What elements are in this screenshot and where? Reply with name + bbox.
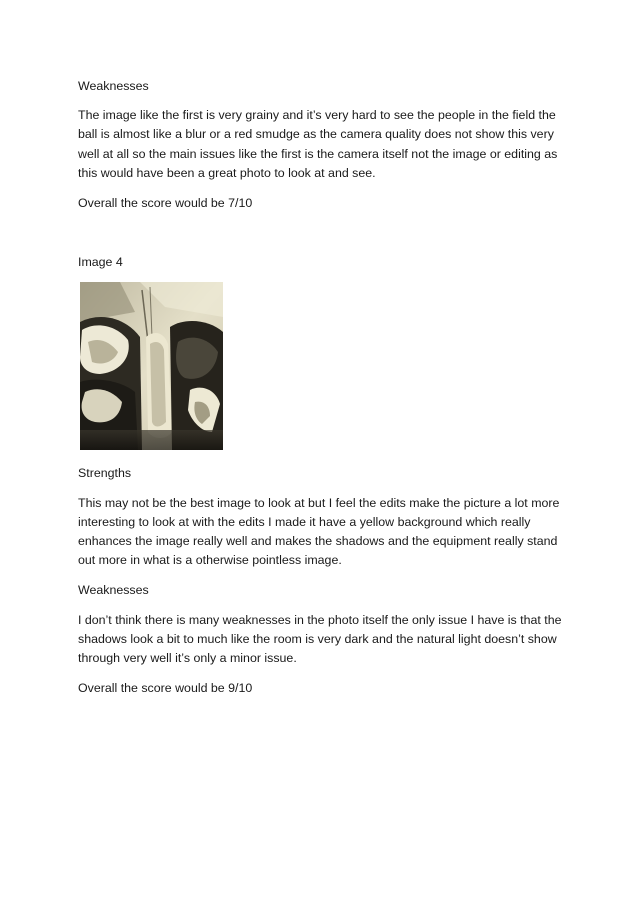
equipment-photo-illustration <box>80 282 223 450</box>
weaknesses-paragraph-2: I don’t think there is many weaknesses in the photo itself the only issue I have is that the shadows look a bit to much like the room is very dark and the natural light doesn’t show through very well it’s only a minor issue. <box>78 612 562 666</box>
score-line-1: Overall the score would be 7/10 <box>78 196 253 211</box>
image-4-title: Image 4 <box>78 255 123 270</box>
weaknesses-heading-1: Weaknesses <box>78 79 149 93</box>
equipment-photo <box>80 282 223 450</box>
strengths-heading: Strengths <box>78 466 132 481</box>
strengths-paragraph: This may not be the best image to look at but I feel the edits make the picture a lot more interesting to look at with the edits I made it have a yellow background which really enhances the image really well and makes the shadows and the equipment really stand out more in what is a otherwise pointless image. <box>78 495 560 568</box>
document-body <box>78 77 568 709</box>
score-line-2: Overall the score would be 9/10 <box>78 681 253 696</box>
weaknesses-paragraph-1: The image like the first is very grainy and it’s very hard to see the people in the field the ball is almost like a blur or a red smudge as the camera quality does not show this very well at all so the main issues like the first is the camera itself not the image or editing as this would have been a great photo to look at and see. <box>78 108 558 180</box>
weaknesses-heading-2: Weaknesses <box>78 583 149 598</box>
section-spacer <box>78 224 568 253</box>
